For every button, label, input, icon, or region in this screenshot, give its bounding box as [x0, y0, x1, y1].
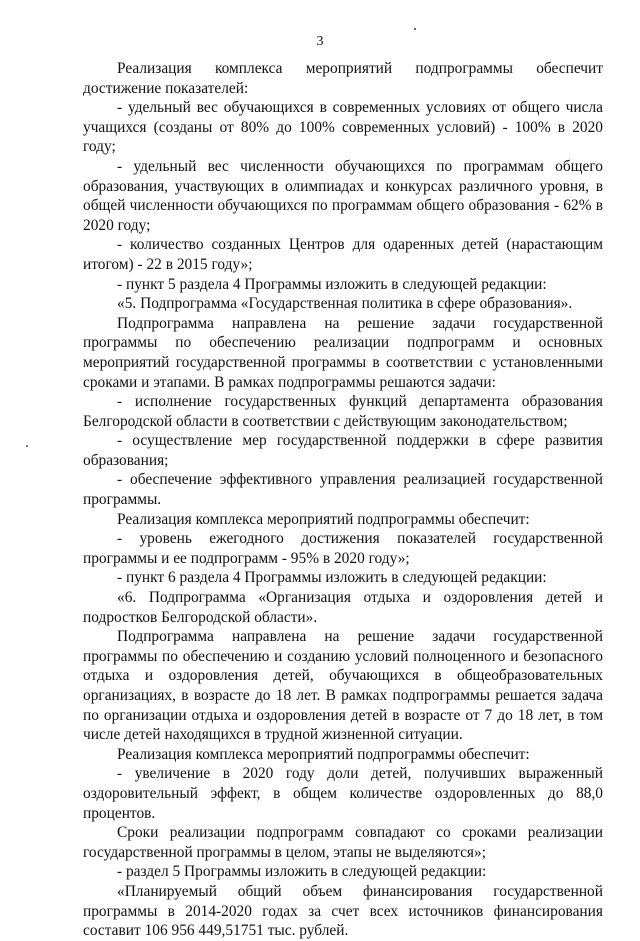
- paragraph: Реализация комплекса мероприятий подпрограммы обеспечит:: [117, 745, 530, 763]
- scan-speck: [26, 445, 28, 447]
- list-item-paragraph: - количество созданных Центров для одаренных детей (нарастающим итогом) - 22 в 2015 году»;: [83, 236, 603, 273]
- subprogram-heading: «6. Подпрограмма «Организация отдыха и оздоровления детей и подростков Белгородской области».: [83, 589, 603, 626]
- list-item-paragraph: - увеличение в 2020 году доли детей, получивших выраженный оздоровительный эффект, в общем количестве оздоровленных до 88,0 процентов.: [83, 765, 603, 822]
- paragraph: Подпрограмма направлена на решение задачи государственной программы по обеспечению и созданию условий полноценного и безопасного отдыха и оздоровления детей, обучающихся в общеобразовательных организациях, в возрасте до 18 лет. В рамках подпрограммы решается задача по организации отдыха и оздоровления детей в возрасте от 7 до 18 лет, в том числе детей находящихся в трудной жизненной ситуации.: [83, 628, 603, 744]
- amendment-paragraph: - пункт 6 раздела 4 Программы изложить в следующей редакции:: [117, 569, 547, 587]
- paragraph: Реализация комплекса мероприятий подпрограммы обеспечит достижение показателей:: [83, 60, 603, 97]
- page-number: 3: [316, 34, 324, 49]
- list-item-paragraph: - удельный вес численности обучающихся по программам общего образования, участвующих в олимпиадах и конкурсах различного уровня, в общей численности обучающихся по программам общего образования - 62% в 2020 году;: [83, 157, 603, 234]
- paragraph: «Планируемый общий объем финансирования государственной программы в 2014-2020 годах за счет всех источников финансирования составит 106 956 449,51751 тыс. рублей.: [83, 882, 603, 940]
- list-item-paragraph: - осуществление мер государственной поддержки в сфере развития образования;: [83, 432, 603, 469]
- list-item-paragraph: - уровень ежегодного достижения показателей государственной программы и ее подпрограмм - 95% в 2020 году»;: [83, 530, 603, 567]
- paragraph: Сроки реализации подпрограмм совпадают со сроками реализации государственной программы в целом, этапы не выделяются»;: [83, 824, 603, 861]
- paragraph: Реализация комплекса мероприятий подпрограммы обеспечит:: [117, 510, 530, 528]
- amendment-paragraph: - раздел 5 Программы изложить в следующей редакции:: [117, 863, 487, 881]
- subprogram-heading: «5. Подпрограмма «Государственная политика в сфере образования».: [117, 295, 573, 313]
- list-item-paragraph: - обеспечение эффективного управления реализацией государственной программы.: [83, 471, 603, 509]
- list-item-paragraph: - исполнение государственных функций департамента образования Белгородской области в соответствии с действующим законодательством;: [83, 393, 603, 430]
- list-item-paragraph: - удельный вес обучающихся в современных условиях от общего числа учащихся (созданы от 80% до 100% современных условий) - 100% в 2020 году;: [83, 99, 603, 156]
- scan-speck: [414, 28, 416, 30]
- paragraph: Подпрограмма направлена на решение задачи государственной программы по обеспечению реализации подпрограмм и основных мероприятий государственной программы в соответствии с установленными сроками и этапами. В рамках подпрограммы решаются задачи:: [83, 314, 603, 391]
- amendment-paragraph: - пункт 5 раздела 4 Программы изложить в следующей редакции:: [117, 275, 547, 293]
- document-body: [83, 59, 603, 941]
